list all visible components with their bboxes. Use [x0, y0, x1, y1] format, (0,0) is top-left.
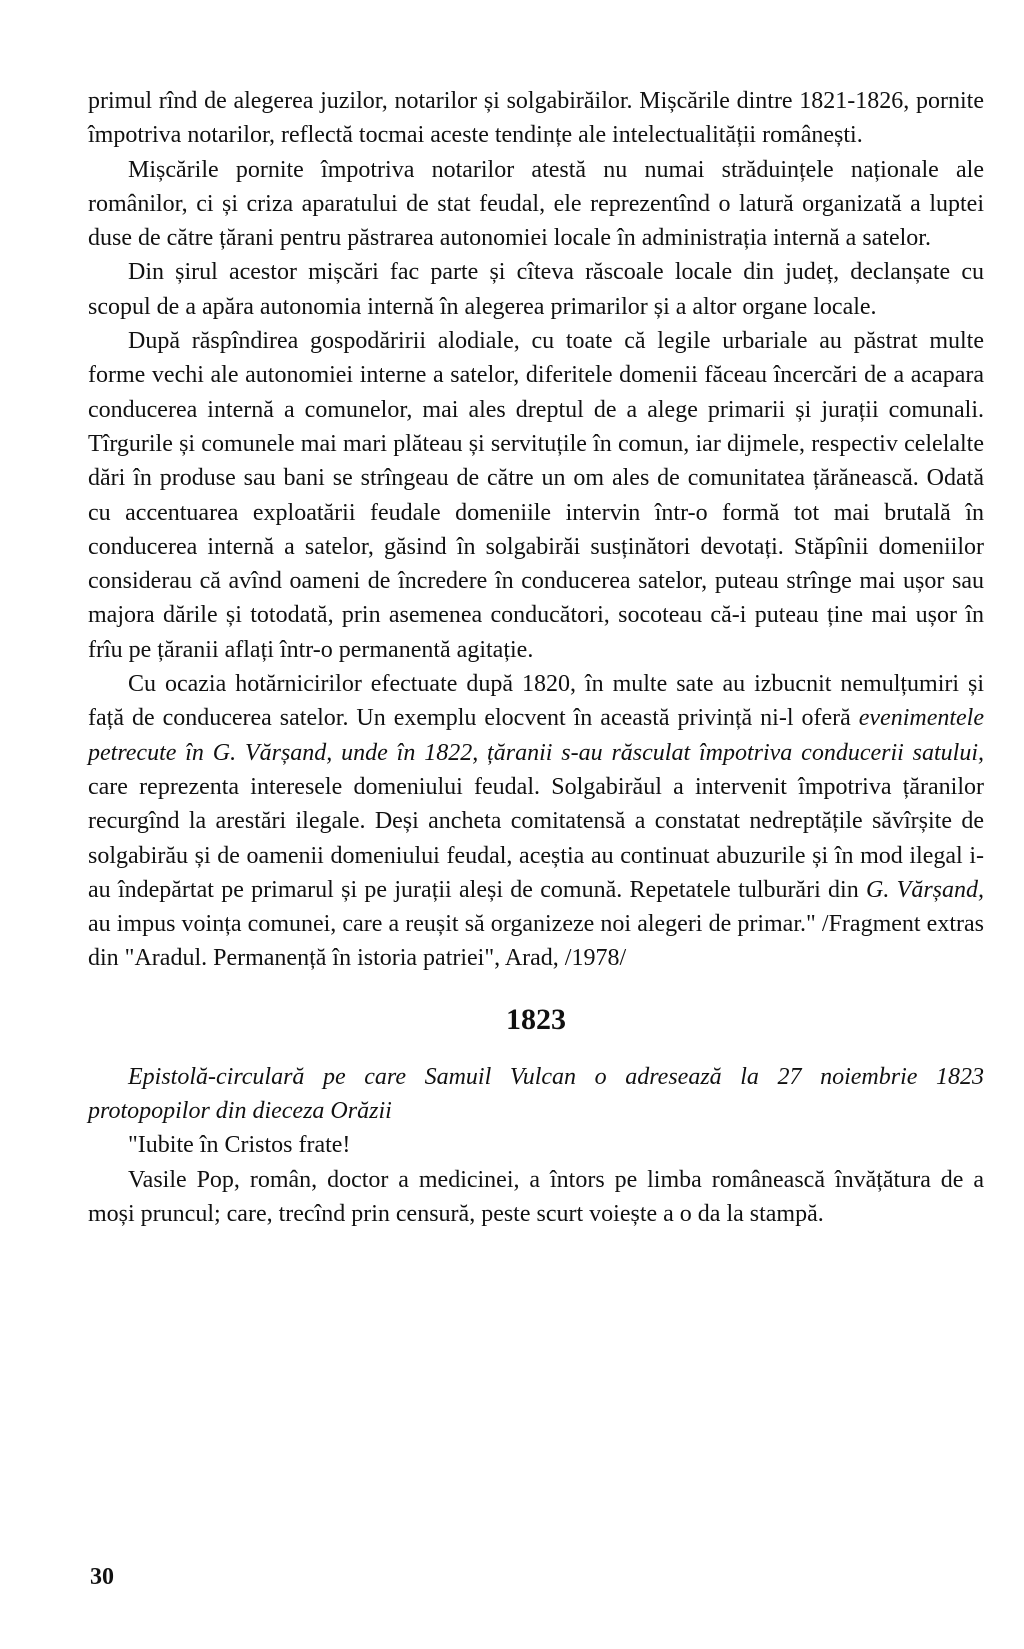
closing-paragraph: Vasile Pop, român, doctor a medicinei, a întors pe limba românească învățătura de a moși pruncul; care, trecînd prin censură, peste scurt voiește a o da la stampă.	[88, 1166, 984, 1227]
body-paragraph	[88, 667, 984, 976]
text-run: Din șirul acestor mișcări fac parte și cîteva răscoale locale din județ, declanșate cu scopul de a apăra autonomia internă în alegerea primarilor și a altor organe locale.	[88, 259, 984, 320]
epistle-title: Epistolă-circulară pe care Samuil Vulcan o adresează la 27 noiembrie 1823 protopopilor din dieceza Orăzii	[88, 1063, 984, 1125]
body-paragraph	[88, 84, 984, 153]
text-run: Mișcările pornite împotriva notarilor atestă nu numai străduințele naționale ale românilor, ci și criza aparatului de stat feudal, ele reprezentînd o latură organizată a luptei duse de către țărani pentru păstrarea autonomiei locale în administrația internă a satelor.	[88, 156, 984, 252]
italic-text-run: G. Vărșand,	[866, 876, 985, 903]
text-run: Cu ocazia hotărnicirilor efectuate după 1820, în multe sate au izbucnit nemulțumiri și față de conducerea satelor. Un exemplu elocvent în această privință ni-l oferă	[88, 671, 984, 732]
salutation: "Iubite în Cristos frate!	[128, 1132, 351, 1159]
text-run: care reprezenta interesele domeniului feudal. Solgabirăul a intervenit împotriva țăranilor recurgînd la arestări ilegale. Deși ancheta comitatensă a constatat nedreptățile săvîrșite de solgabirău și de oamenii domeniului feudal, aceștia au continuat abuzurile și în mod ilegal i-au îndepărtat pe primarul și pe jurații aleși de comună. Repetatele tulburări din	[88, 773, 984, 903]
text-run: au impus voința comunei, care a reușit să organizeze noi alegeri de primar." /Fragment extras din "Aradul. Permanență în istoria patriei", Arad, /1978/	[88, 911, 984, 972]
text-run: primul rînd de alegerea juzilor, notarilor și solgabirăilor. Mișcările dintre 1821-1826, pornite împotriva notarilor, reflectă tocmai aceste tendințe ale intelectualității românești.	[88, 88, 984, 149]
year-heading: 1823	[506, 1002, 566, 1036]
text-run: După răspîndirea gospodăririi alodiale, cu toate că legile urbariale au păstrat multe forme vechi ale autonomiei interne a satelor, diferitele domenii făceau încercări de a acapara conducerea internă a comunelor, mai ales dreptul de a alege primarii și jurații comunali. Tîrgurile și comunele mai mari plăteau și servituțile în comun, iar dijmele, respectiv celelalte dări în produse sau bani se strîngeau de către un om ales de comunitatea țărănească. Odată cu accentuarea exploatării feudale domeniile intervin într-o formă tot mai brutală în conducerea internă a satelor, găsind în solgabirăi susținători devotați. Stăpînii domeniilor considerau că avînd oameni de încredere în conducerea satelor, puteau strînge mai ușor sau majora dările și totodată, prin asemenea conducători, socoteau că-i puteau ține mai ușor în frîu pe țăranii aflați într-o permanentă agitație.	[88, 328, 984, 663]
italic-text-run: evenimentele petrecute în G. Vărșand, unde în 1822, țăranii s-au răsculat împotriva conducerii satului,	[88, 705, 984, 766]
body-paragraph	[88, 255, 984, 324]
body-paragraphs	[88, 84, 984, 976]
body-paragraph	[88, 324, 984, 667]
page-body	[88, 84, 984, 1231]
body-paragraph	[88, 153, 984, 256]
page-number: 30	[90, 1564, 114, 1590]
